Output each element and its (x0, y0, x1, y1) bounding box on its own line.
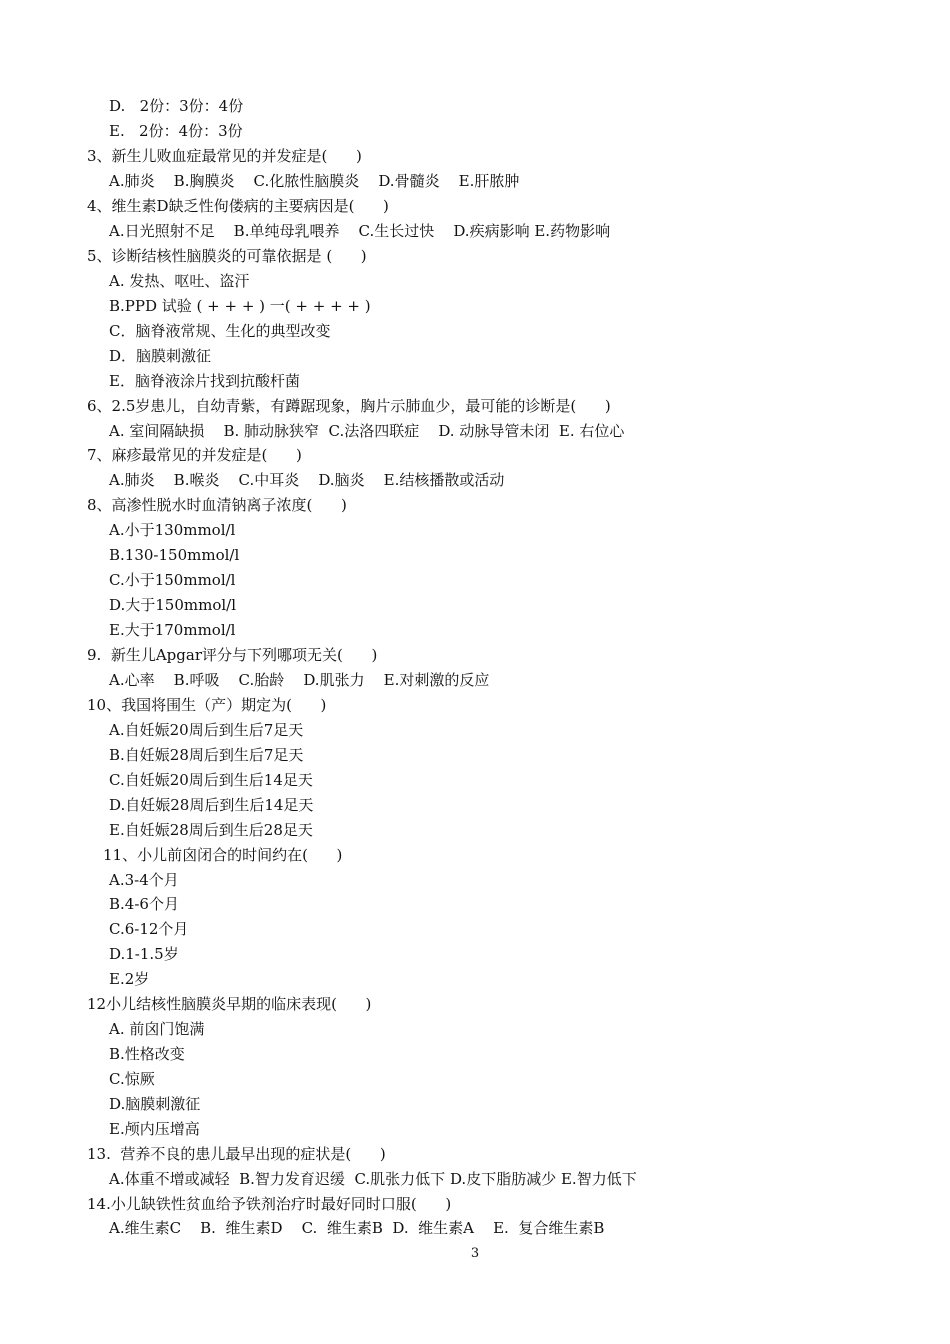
option-line: E.颅内压增高 (109, 1120, 200, 1138)
question-line: 8、高渗性脱水时血清钠离子浓度( ) (87, 496, 347, 514)
option-line: B.自妊娠28周后到生后7足天 (109, 746, 304, 764)
option-line: E.大于170mmol/l (109, 621, 236, 639)
option-line: E. 2份：4份：3份 (109, 122, 243, 140)
option-line: D.大于150mmol/l (109, 596, 237, 614)
option-line: D.脑膜刺激征 (109, 1095, 201, 1113)
option-line: A.肺炎 B.胸膜炎 C.化脓性脑膜炎 D.骨髓炎 E.肝脓肿 (109, 172, 520, 190)
question-line: 7、麻疹最常见的并发症是( ) (87, 446, 302, 464)
option-line: A. 前囟门饱满 (109, 1020, 205, 1038)
option-line: D. 2份：3份：4份 (109, 97, 244, 115)
option-line: E．脑脊液涂片找到抗酸杆菌 (109, 372, 300, 390)
question-line: 6、2.5岁患儿，自幼青紫，有蹲踞现象，胸片示肺血少，最可能的诊断是( ) (87, 397, 611, 415)
question-line: 9. 新生儿Apgar评分与下列哪项无关( ) (87, 646, 378, 664)
option-line: C.自妊娠20周后到生后14足天 (109, 771, 313, 789)
option-line: D.1-1.5岁 (109, 945, 179, 963)
option-line: C．脑脊液常规、生化的典型改变 (109, 322, 331, 340)
option-line: E.2岁 (109, 970, 150, 988)
option-line: A.小于130mmol/l (109, 521, 236, 539)
question-line: 12小儿结核性脑膜炎早期的临床表现( ) (87, 995, 372, 1013)
question-line: 14.小儿缺铁性贫血给予铁剂治疗时最好同时口服( ) (87, 1195, 452, 1213)
option-line: A. 室间隔缺损 B. 肺动脉狭窄 C.法洛四联症 D. 动脉导管未闭 E. 右位心 (109, 422, 625, 440)
question-line: 10、我国将围生（产）期定为( ) (87, 696, 327, 714)
option-line: A.维生素C B. 维生素D C. 维生素B D. 维生素A E. 复合维生素B (109, 1219, 605, 1237)
option-line: A.3-4个月 (109, 871, 179, 889)
option-line: D.自妊娠28周后到生后14足天 (109, 796, 314, 814)
question-line: 3、新生儿败血症最常见的并发症是( ) (87, 147, 362, 165)
question-line: 5、诊断结核性脑膜炎的可靠依据是 ( ) (87, 247, 367, 265)
option-line: B.PPD 试验 ( + + + ) 一( + + + + ) (109, 297, 371, 315)
option-line: C.6-12个月 (109, 920, 189, 938)
option-line: B.130-150mmol/l (109, 546, 240, 564)
question-line: 4、维生素D缺乏性佝偻病的主要病因是( ) (87, 197, 389, 215)
option-line: A.心率 B.呼吸 C.胎龄 D.肌张力 E.对刺激的反应 (109, 671, 490, 689)
option-line: C.小于150mmol/l (109, 571, 236, 589)
option-line: B.性格改变 (109, 1045, 185, 1063)
option-line: A.自妊娠20周后到生后7足天 (109, 721, 304, 739)
option-line: B.4-6个月 (109, 895, 179, 913)
question-line: 13. 营养不良的患儿最早出现的症状是( ) (87, 1145, 386, 1163)
option-line: D．脑膜刺激征 (109, 347, 212, 365)
option-line: A.肺炎 B.喉炎 C.中耳炎 D.脑炎 E.结核播散或活动 (109, 471, 505, 489)
option-line: A.日光照射不足 B.单纯母乳喂养 C.生长过快 D.疾病影响 E.药物影响 (109, 222, 611, 240)
page-number: 3 (470, 1246, 480, 1261)
option-line: A.体重不增或减轻 B.智力发育迟缓 C.肌张力低下 D.皮下脂肪减少 E.智力低下 (109, 1170, 637, 1188)
option-line: E.自妊娠28周后到生后28足天 (109, 821, 313, 839)
question-line: 11、小儿前囟闭合的时间约在( ) (103, 846, 343, 864)
option-line: C.惊厥 (109, 1070, 155, 1088)
option-line: A. 发热、呕吐、盗汗 (109, 272, 250, 290)
